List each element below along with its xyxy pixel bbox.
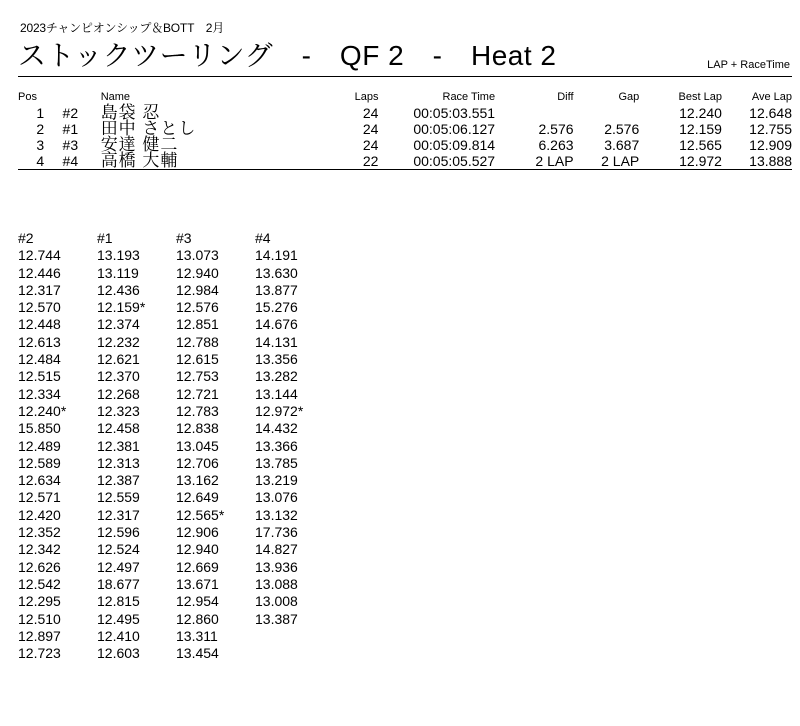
lap-time: 12.334 <box>18 385 61 402</box>
lap-time: 12.381 <box>97 437 140 454</box>
lap-time: 12.626 <box>18 558 61 575</box>
lap-time: 12.495 <box>97 610 140 627</box>
pos-cell: 1 <box>36 105 45 121</box>
lap-column <box>97 230 176 662</box>
driver-name: 島袋 忍 <box>100 103 161 122</box>
lap-time: 13.356 <box>255 351 298 368</box>
lap-time: 12.753 <box>176 368 219 385</box>
lap-time: 13.936 <box>255 558 298 575</box>
lap-time: 13.311 <box>176 627 218 644</box>
laps-cell: 24 <box>362 105 379 121</box>
diff-cell: 2.576 <box>538 121 574 137</box>
lap-time: 12.783 <box>176 402 219 419</box>
lap-time: 12.446 <box>18 264 61 281</box>
lap-time: 12.448 <box>18 316 61 333</box>
lap-time: 12.159* <box>97 299 146 316</box>
lap-time: 12.603 <box>97 645 140 662</box>
diff-cell: 2 LAP <box>495 153 573 170</box>
lap-time: 13.219 <box>255 472 298 489</box>
lap-time: 12.669 <box>176 558 219 575</box>
lap-time: 12.744 <box>18 247 61 264</box>
lap-time: 12.815 <box>97 593 140 610</box>
lap-time: 12.240* <box>18 402 67 419</box>
race-time-cell: 00:05:06.127 <box>413 121 496 137</box>
lap-time: 12.589 <box>18 454 61 471</box>
lap-time: 13.387 <box>255 610 298 627</box>
pos-cell: 3 <box>36 137 45 153</box>
lap-time: 12.972* <box>255 402 304 419</box>
report-type: LAP + RaceTime <box>707 59 790 71</box>
lap-time: 15.276 <box>255 299 298 316</box>
lap-column <box>255 230 334 662</box>
driver-name: 安達 健二 <box>100 135 179 154</box>
col-gap: Gap <box>618 91 640 103</box>
lap-time: 12.860 <box>176 610 219 627</box>
lap-time: 13.785 <box>255 454 298 471</box>
lap-time: 12.489 <box>18 437 61 454</box>
lap-time: 12.788 <box>176 333 219 350</box>
lap-time: 12.565* <box>176 506 225 523</box>
lap-time: 13.671 <box>176 575 219 592</box>
lap-time: 13.144 <box>255 385 298 402</box>
ave-lap-cell: 13.888 <box>722 153 792 170</box>
race-time-cell: 00:05:05.527 <box>378 153 495 170</box>
lap-time: 12.723 <box>18 645 61 662</box>
gap-cell: 2 LAP <box>574 153 640 170</box>
lap-time: 13.088 <box>255 575 298 592</box>
best-lap-cell: 12.240 <box>679 105 722 121</box>
best-lap-cell: 12.159 <box>679 121 722 137</box>
col-best-lap: Best Lap <box>678 91 722 103</box>
title-divider <box>18 76 792 77</box>
lap-time: 14.131 <box>255 333 298 350</box>
lap-time: 12.576 <box>176 299 219 316</box>
diff-cell <box>495 105 573 121</box>
lap-time: 12.596 <box>97 524 140 541</box>
lap-column-car-number: #3 <box>176 230 192 246</box>
col-ave-lap: Ave Lap <box>751 91 792 103</box>
lap-time: 12.838 <box>176 420 219 437</box>
col-pos: Pos <box>18 91 37 103</box>
lap-time: 13.454 <box>176 645 219 662</box>
lap-time: 12.323 <box>97 402 140 419</box>
lap-time: 12.706 <box>176 454 219 471</box>
lap-time: 12.940 <box>176 541 219 558</box>
lap-time: 12.317 <box>97 506 140 523</box>
car-number: #3 <box>62 137 79 153</box>
lap-time: 12.387 <box>97 472 140 489</box>
lap-column-car-number: #1 <box>97 230 113 246</box>
col-diff: Diff <box>557 91 574 103</box>
race-time-cell: 00:05:03.551 <box>413 105 496 121</box>
lap-time: 13.366 <box>255 437 298 454</box>
car-number: #1 <box>62 121 79 137</box>
lap-time: 12.342 <box>18 541 61 558</box>
laps-cell: 22 <box>340 153 378 170</box>
lap-time: 12.897 <box>18 627 61 644</box>
lap-time: 12.721 <box>176 385 219 402</box>
ave-lap-cell: 12.909 <box>749 137 792 153</box>
best-lap-cell: 12.565 <box>679 137 722 153</box>
gap-cell: 2.576 <box>604 121 640 137</box>
car-number: #4 <box>63 153 101 170</box>
lap-time: 13.193 <box>97 247 140 264</box>
lap-time: 12.515 <box>18 368 61 385</box>
best-lap-cell: 12.972 <box>639 153 722 170</box>
lap-time: 14.191 <box>255 247 298 264</box>
lap-time: 12.940 <box>176 264 219 281</box>
lap-time: 12.613 <box>18 333 61 350</box>
col-num <box>63 90 101 105</box>
car-number: #2 <box>62 105 79 121</box>
lap-time: 12.458 <box>97 420 140 437</box>
event-name: 2023チャンピオンシップ＆BOTT 2月 <box>20 21 225 35</box>
lap-time: 12.954 <box>176 593 219 610</box>
driver-name: 高橋 大輔 <box>101 153 341 170</box>
lap-time: 12.295 <box>18 593 61 610</box>
ave-lap-cell: 12.755 <box>749 121 792 137</box>
lap-time: 13.008 <box>255 593 298 610</box>
lap-time: 12.420 <box>18 506 61 523</box>
lap-time: 12.621 <box>97 351 140 368</box>
lap-time: 12.352 <box>18 524 61 541</box>
lap-time: 12.984 <box>176 281 219 298</box>
lap-column <box>18 230 97 662</box>
lap-time: 18.677 <box>97 575 140 592</box>
lap-time: 12.410 <box>97 627 140 644</box>
lap-column-car-number: #2 <box>18 230 34 246</box>
lap-time: 15.850 <box>18 420 61 437</box>
gap-cell: 3.687 <box>604 137 640 153</box>
lap-time: 12.524 <box>97 541 140 558</box>
lap-time: 12.615 <box>176 351 219 368</box>
lap-time: 12.559 <box>97 489 140 506</box>
lap-time: 12.851 <box>176 316 219 333</box>
lap-time: 13.119 <box>97 264 139 281</box>
lap-time: 13.073 <box>176 247 219 264</box>
pos-cell: 2 <box>36 121 45 137</box>
col-laps: Laps <box>354 91 379 103</box>
lap-time: 13.877 <box>255 281 298 298</box>
lap-time: 12.374 <box>97 316 140 333</box>
lap-time: 14.676 <box>255 316 298 333</box>
lap-time: 12.268 <box>97 385 140 402</box>
lap-time: 13.630 <box>255 264 298 281</box>
ave-lap-cell: 12.648 <box>749 105 792 121</box>
diff-cell: 6.263 <box>538 137 574 153</box>
lap-time: 12.542 <box>18 575 61 592</box>
col-race-time: Race Time <box>442 91 496 103</box>
lap-time: 13.162 <box>176 472 219 489</box>
lap-time: 14.432 <box>255 420 298 437</box>
lap-time: 13.132 <box>255 506 298 523</box>
lap-time: 12.232 <box>97 333 140 350</box>
race-time-cell: 00:05:09.814 <box>413 137 496 153</box>
lap-times-grid <box>18 230 334 662</box>
lap-time: 12.570 <box>18 299 61 316</box>
lap-time: 14.827 <box>255 541 298 558</box>
lap-time: 13.045 <box>176 437 219 454</box>
pos-cell: 4 <box>18 153 63 170</box>
results-table <box>18 90 792 170</box>
lap-time: 12.571 <box>18 489 61 506</box>
laps-cell: 24 <box>362 137 379 153</box>
lap-column <box>176 230 255 662</box>
lap-time: 17.736 <box>255 524 298 541</box>
lap-time: 12.370 <box>97 368 140 385</box>
lap-time: 12.497 <box>97 558 140 575</box>
col-name: Name <box>100 91 131 103</box>
lap-time: 13.282 <box>255 368 298 385</box>
lap-time: 12.313 <box>97 454 140 471</box>
lap-time: 12.436 <box>97 281 140 298</box>
lap-time: 12.317 <box>18 281 61 298</box>
lap-column-car-number: #4 <box>255 230 271 246</box>
lap-time: 12.906 <box>176 524 219 541</box>
race-title: ストックツーリング - QF 2 - Heat 2 <box>18 40 557 71</box>
lap-time: 12.634 <box>18 472 61 489</box>
result-row <box>18 153 792 170</box>
gap-cell <box>574 105 640 121</box>
driver-name: 田中 さとし <box>100 119 197 138</box>
lap-time: 13.076 <box>255 489 298 506</box>
laps-cell: 24 <box>362 121 379 137</box>
lap-time: 12.510 <box>18 610 61 627</box>
lap-time: 12.649 <box>176 489 219 506</box>
lap-time: 12.484 <box>18 351 61 368</box>
